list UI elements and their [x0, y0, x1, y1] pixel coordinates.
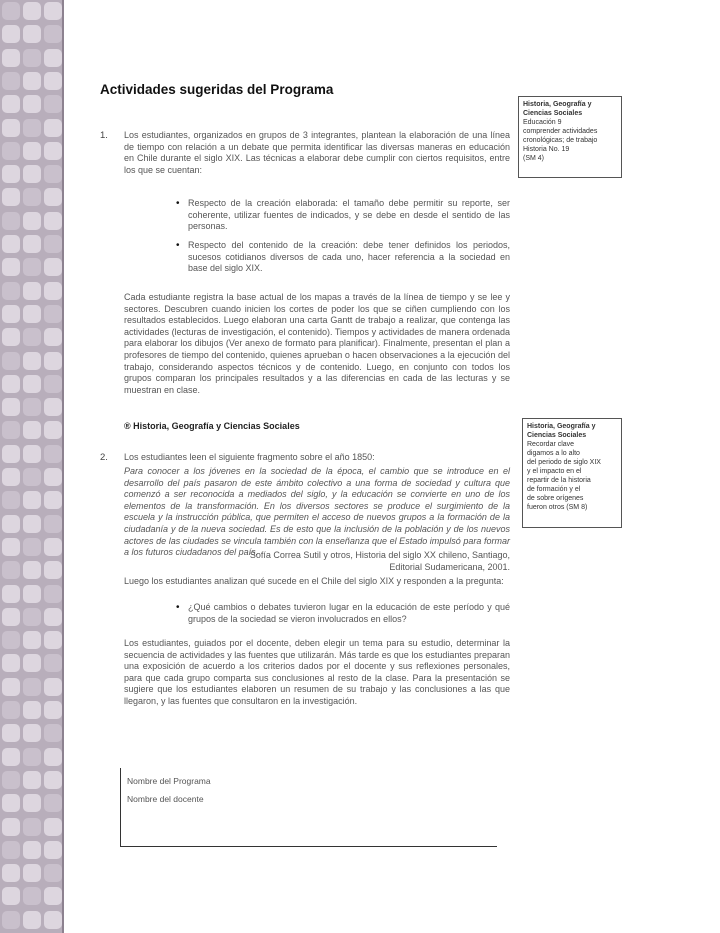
binding-square: [44, 49, 62, 67]
binding-square: [23, 72, 41, 90]
binding-square: [44, 631, 62, 649]
page-edge: [62, 0, 64, 933]
binding-square: [23, 421, 41, 439]
binding-square: [2, 538, 20, 556]
binding-square: [23, 841, 41, 859]
page-title: Actividades sugeridas del Programa: [100, 82, 334, 97]
binding-square: [44, 328, 62, 346]
binding-square: [23, 95, 41, 113]
activity-2-number: 2.: [100, 452, 108, 463]
activity-1-bullet-1: • Respecto de la creación elaborada: el tamaño debe permitir su reporte, ser coherente, utilizar fuentes de indicados, y se debe en desde el sentido de las personas.: [176, 198, 510, 232]
binding-square: [23, 491, 41, 509]
activity-2-after-quote: Luego los estudiantes analizan qué sucede en el Chile del siglo XIX y responden a la pregunta:: [124, 576, 504, 586]
signature-box: [120, 768, 497, 847]
binding-square: [23, 119, 41, 137]
binding-square: [44, 654, 62, 672]
binding-square: [2, 887, 20, 905]
side-note-box-2: [522, 418, 622, 528]
binding-square: [2, 585, 20, 603]
binding-square: [44, 491, 62, 509]
binding-square: [44, 678, 62, 696]
binding-square: [44, 235, 62, 253]
binding-square: [44, 818, 62, 836]
activity-1-bullet-2: • Respecto del contenido de la creación: debe tener definidos los periodos, sucesos cotidianos diversos de cada uno, hacer referencia a la sociedad en base del siglo XIX.: [176, 240, 510, 274]
activity-1-body: Cada estudiante registra la base actual de los mapas a través de la línea de tiempo y se lee y sectores. Descubren cuando inicien los cortes de poder los que se ciñen cumpliendo con los resultados establecidos. Luego elaboran una carta Gantt de trabajo a realizar, que contenga las actividades (lecturas de investigación, el contenido). Tiempos y actividades de manera ordenada para elaborar los dibujos (Ver anexo de formato para planificar). Finalmente, presentan el plan a profesores de tiempo del contenido, quienes aprueban o hacen observaciones a la ejecución del trabajo, considerando aspectos técnicos y de contenido. Luego, en conjunto con todos los grupos comparan los principales resultados y a las diferencias en cada de las lecturas y se muestran en clase.: [124, 292, 510, 395]
binding-square: [44, 421, 62, 439]
binding-square: [44, 841, 62, 859]
binding-square: [44, 911, 62, 929]
binding-square: [2, 49, 20, 67]
activity-1-bullet-2-text: Respecto del contenido de la creación: debe tener definidos los periodos, sucesos cotidianos diversos de cada uno, hacer referencia a la sociedad en base del siglo XIX.: [188, 240, 510, 274]
binding-square: [44, 119, 62, 137]
binding-square: [2, 701, 20, 719]
side-note-1-body: Educación 9 comprender actividades cronológicas; de trabajo Historia No. 19 (SM 4): [523, 119, 598, 162]
binding-square: [2, 631, 20, 649]
binding-square: [23, 25, 41, 43]
binding-square: [2, 258, 20, 276]
binding-square: [23, 538, 41, 556]
binding-square: [23, 212, 41, 230]
binding-square: [23, 585, 41, 603]
binding-square: [44, 864, 62, 882]
binding-square: [44, 188, 62, 206]
binding-square: [23, 608, 41, 626]
binding-square: [2, 841, 20, 859]
binding-square: [23, 561, 41, 579]
binding-square: [44, 25, 62, 43]
binding-square: [2, 864, 20, 882]
binding-square: [44, 212, 62, 230]
binding-square: [2, 515, 20, 533]
binding-square: [2, 421, 20, 439]
binding-square: [44, 95, 62, 113]
binding-square: [44, 375, 62, 393]
binding-square: [44, 538, 62, 556]
binding-square: [2, 445, 20, 463]
activity-1-number: 1.: [100, 130, 108, 141]
binding-square: [2, 328, 20, 346]
activity-2-bullet-text: ¿Qué cambios o debates tuvieron lugar en la educación de este período y qué grupos de la sociedad se vieron involucrados en ellos?: [188, 602, 510, 624]
binding-square: [2, 771, 20, 789]
binding-square: [23, 631, 41, 649]
binding-square: [23, 282, 41, 300]
activity-2-quote: Para conocer a los jóvenes en la sociedad de la época, el cambio que se introduce en el desarrollo del país pasaron de este ámbito colectivo a una forma de sociedad y cultura que comenzó a ser reconocida a mediados del siglo, y la educación se convierte en uno de los elementos de la transformación. En los diversos sectores se produce el surgimiento de la escuela y la instrucción pública, que permiten el acceso de nuevos grupos a la formación de la ciudadanía y de la nueva sociedad. Es de esto que la inclusión de la población y de los nuevos actores de las ciudades se vincula también con la enseñanza que el Estado impulsó para formar a los futuros ciudadanos del país.: [124, 466, 510, 558]
binding-square: [23, 794, 41, 812]
binding-square: [2, 352, 20, 370]
binding-square: [23, 305, 41, 323]
binding-square: [44, 305, 62, 323]
binding-square: [44, 352, 62, 370]
binding-square: [23, 445, 41, 463]
activity-2-lead: Los estudiantes leen el siguiente fragmento sobre el año 1850:: [124, 452, 375, 462]
activity-1-subject-tag: ® Historia, Geografía y Ciencias Sociales: [124, 421, 300, 431]
binding-square: [2, 142, 20, 160]
binding-square: [23, 771, 41, 789]
binding-square: [2, 375, 20, 393]
binding-square: [44, 468, 62, 486]
binding-square: [44, 445, 62, 463]
binding-square: [2, 119, 20, 137]
binding-square: [23, 258, 41, 276]
binding-square: [2, 818, 20, 836]
activity-2-bullet: • ¿Qué cambios o debates tuvieron lugar en la educación de este período y qué grupos de la sociedad se vieron involucrados en ellos?: [176, 602, 510, 624]
activity-2-citation: Sofía Correa Sutil y otros, Historia del siglo XX chileno, Santiago, Editorial Sudamericana, 2001.: [249, 550, 510, 572]
signature-program-label: Nombre del Programa: [127, 776, 211, 786]
binding-square: [2, 25, 20, 43]
binding-square: [23, 654, 41, 672]
binding-square: [2, 305, 20, 323]
binding-square: [23, 165, 41, 183]
binding-square: [44, 794, 62, 812]
binding-square: [23, 678, 41, 696]
binding-square: [23, 818, 41, 836]
binding-square: [2, 212, 20, 230]
binding-square: [44, 398, 62, 416]
binding-square: [23, 188, 41, 206]
side-note-2-heading: Historia, Geografía y Ciencias Sociales: [527, 423, 596, 439]
side-note-2-body: Recordar clave digamos a lo alto del periodo de siglo XIX y el impacto en el repartir de la historia de formación y el de sobre orígenes fueron otros (SM 8): [527, 441, 601, 511]
binding-square: [2, 398, 20, 416]
binding-square: [2, 678, 20, 696]
binding-square: [23, 142, 41, 160]
binding-square: [44, 585, 62, 603]
binding-square: [23, 887, 41, 905]
binding-square: [2, 165, 20, 183]
binding-square: [23, 2, 41, 20]
binding-square: [23, 864, 41, 882]
binding-square: [2, 911, 20, 929]
binding-square: [23, 398, 41, 416]
side-note-box-1: [518, 96, 622, 178]
binding-square: [2, 724, 20, 742]
binding-square: [2, 95, 20, 113]
binding-square: [44, 165, 62, 183]
binding-square: [23, 748, 41, 766]
binding-square: [2, 235, 20, 253]
binding-square: [2, 282, 20, 300]
binding-square: [44, 561, 62, 579]
binding-square: [23, 468, 41, 486]
binding-square: [23, 515, 41, 533]
binding-square: [44, 748, 62, 766]
binding-square: [23, 328, 41, 346]
activity-1-bullet-1-text: Respecto de la creación elaborada: el tamaño debe permitir su reporte, ser coherente, utilizar fuentes de indicados, y se debe en desde el sentido de las personas.: [188, 198, 510, 232]
binding-square: [23, 49, 41, 67]
binding-square: [44, 771, 62, 789]
binding-square: [2, 468, 20, 486]
binding-square: [2, 72, 20, 90]
binding-square: [23, 911, 41, 929]
binding-square: [2, 188, 20, 206]
binding-square: [23, 352, 41, 370]
binding-square: [23, 235, 41, 253]
binding-square: [44, 701, 62, 719]
binding-square: [44, 72, 62, 90]
binding-square: [2, 561, 20, 579]
binding-square: [23, 375, 41, 393]
signature-teacher-label: Nombre del docente: [127, 794, 204, 804]
spiral-binding: [0, 0, 62, 933]
binding-square: [2, 654, 20, 672]
activity-1-intro: Los estudiantes, organizados en grupos de 3 integrantes, plantean la elaboración de una línea de tiempo con relación a un debate que permita identificar las diversas maneras en educación en Chile durante el siglo XIX. Las técnicas a elaborar debe cumplir con ciertos requisitos, entre los que se cuentan:: [124, 130, 510, 175]
binding-square: [23, 701, 41, 719]
activity-2-closing: Los estudiantes, guiados por el docente, deben elegir un tema para su estudio, determinar la secuencia de actividades y las fuentes que utilizarán. Más tarde es que los estudiantes preparan una exposición de acuerdo a los criterios dados por el docente y sus reflexiones personales, para que cada grupo comparta sus conclusiones al resto de la clase. Para la presentación se sugiere que los estudiantes elaboren un resumen de su trabajo y las conclusiones a las que llegaron, y las fuentes que consultaron en la investigación.: [124, 638, 510, 706]
binding-square: [44, 258, 62, 276]
binding-square: [2, 491, 20, 509]
side-note-1-heading: Historia, Geografía y Ciencias Sociales: [523, 101, 592, 117]
binding-square: [44, 724, 62, 742]
binding-square: [44, 887, 62, 905]
binding-square: [2, 608, 20, 626]
binding-square: [23, 724, 41, 742]
binding-square: [44, 282, 62, 300]
binding-square: [44, 2, 62, 20]
binding-square: [44, 608, 62, 626]
binding-square: [2, 2, 20, 20]
binding-square: [44, 142, 62, 160]
binding-square: [2, 794, 20, 812]
binding-square: [2, 748, 20, 766]
binding-square: [44, 515, 62, 533]
